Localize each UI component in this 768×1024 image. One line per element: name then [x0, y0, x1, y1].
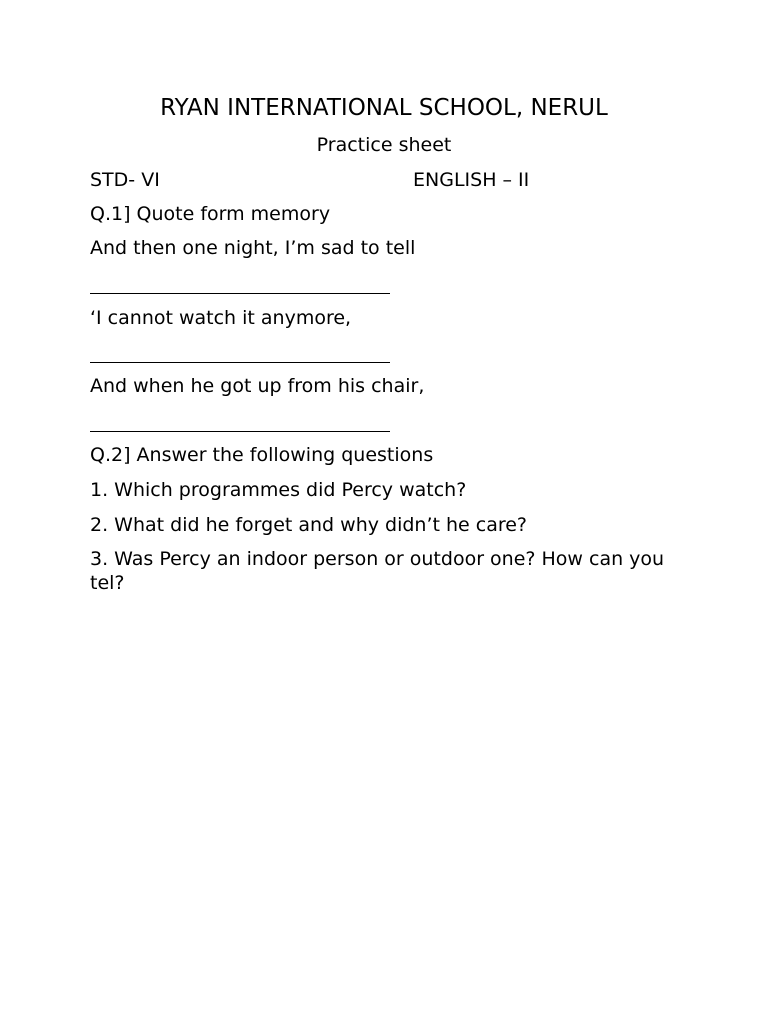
- question-3: 3. Was Percy an indoor person or outdoor one? How can you tel?: [90, 548, 665, 594]
- sheet-type: Practice sheet: [316, 134, 452, 156]
- school-name: RYAN INTERNATIONAL SCHOOL, NERUL: [160, 95, 608, 121]
- q2-heading: Q.2] Answer the following questions: [90, 444, 434, 466]
- question-2: 2. What did he forget and why didn’t he care?: [90, 514, 528, 536]
- quote-line-3: And when he got up from his chair,: [90, 375, 425, 397]
- q1-heading: Q.1] Quote form memory: [90, 203, 331, 225]
- standard-label: STD- VI: [90, 169, 160, 191]
- question-1: 1. Which programmes did Percy watch?: [90, 479, 467, 501]
- quote-line-2: ‘I cannot watch it anymore,: [90, 307, 352, 329]
- answer-blank-3: [90, 431, 390, 432]
- answer-blank-1: [90, 293, 390, 294]
- subject-label: ENGLISH – II: [413, 169, 530, 191]
- quote-line-1: And then one night, I’m sad to tell: [90, 237, 416, 259]
- answer-blank-2: [90, 362, 390, 363]
